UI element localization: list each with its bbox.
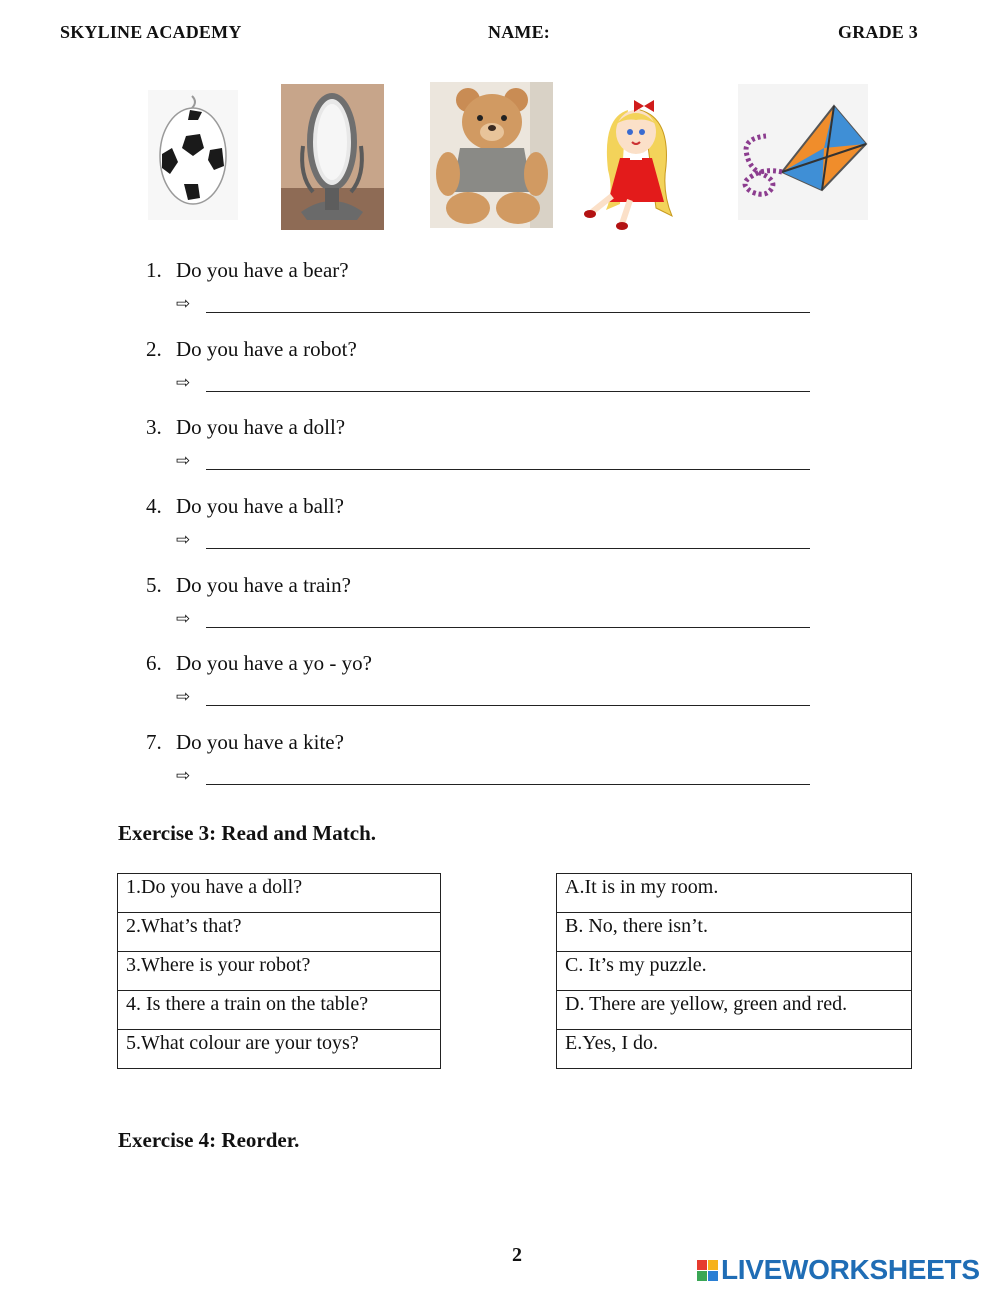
match-right-item[interactable]: D. There are yellow, green and red. [557,991,912,1030]
answer-line-6[interactable] [176,687,816,715]
answer-line-2[interactable] [176,373,816,401]
page-number: 2 [512,1244,522,1266]
match-right-item[interactable]: E.Yes, I do. [557,1030,912,1069]
name-label: NAME: [488,22,550,42]
soccer-ball-icon [148,90,238,220]
question-1: 1. Do you have a bear? [146,258,349,282]
exercise-3-title: Exercise 3: Read and Match. [118,821,376,845]
arrow-right-icon: ⇨ [176,373,191,393]
school-name: SKYLINE ACADEMY [60,22,242,42]
match-right-table [556,873,912,1069]
question-6: 6. Do you have a yo - yo? [146,651,372,675]
question-3: 3. Do you have a doll? [146,415,346,439]
question-7: 7. Do you have a kite? [146,730,344,754]
exercise-4-title: Exercise 4: Reorder. [118,1128,300,1152]
match-right-item[interactable]: C. It’s my puzzle. [557,952,912,991]
arrow-right-icon: ⇨ [176,687,191,707]
arrow-right-icon: ⇨ [176,294,191,314]
match-right-item[interactable]: B. No, there isn’t. [557,913,912,952]
question-4: 4. Do you have a ball? [146,494,344,518]
answer-line-3[interactable] [176,451,816,479]
brand-name: LIVEWORKSHEETS [721,1254,980,1285]
mirror-icon [281,84,384,230]
arrow-right-icon: ⇨ [176,530,191,550]
match-left-item[interactable]: 1.Do you have a doll? [118,874,441,913]
answer-line-4[interactable] [176,530,816,558]
answer-line-5[interactable] [176,609,816,637]
match-left-item[interactable]: 3.Where is your robot? [118,952,441,991]
liveworksheets-logo [697,1254,980,1286]
doll-icon [580,96,688,232]
match-left-item[interactable]: 5.What colour are your toys? [118,1030,441,1069]
match-right-item[interactable]: A.It is in my room. [557,874,912,913]
teddy-bear-icon [430,82,553,228]
arrow-right-icon: ⇨ [176,451,191,471]
logo-blocks-icon [697,1260,718,1281]
kite-icon [738,84,868,220]
match-left-item[interactable]: 4. Is there a train on the table? [118,991,441,1030]
match-left-table [117,873,441,1069]
answer-line-7[interactable] [176,766,816,794]
arrow-right-icon: ⇨ [176,609,191,629]
grade-label: GRADE 3 [838,22,918,42]
question-5: 5. Do you have a train? [146,573,351,597]
match-left-item[interactable]: 2.What’s that? [118,913,441,952]
arrow-right-icon: ⇨ [176,766,191,786]
question-2: 2. Do you have a robot? [146,337,357,361]
answer-line-1[interactable] [176,294,816,322]
